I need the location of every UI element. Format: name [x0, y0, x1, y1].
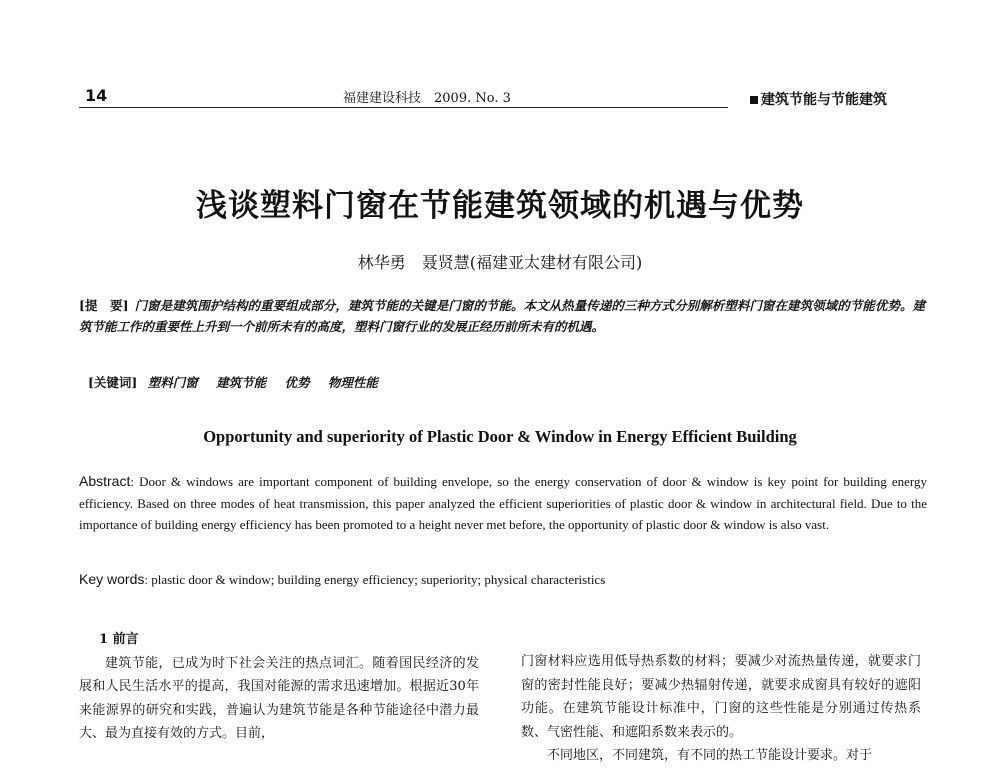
chinese-keywords-label: [关键词]	[88, 375, 138, 390]
english-keywords-text: : plastic door & window; building energy efficiency; superiority; physical characteristics	[144, 572, 606, 587]
page-number: 14	[85, 86, 108, 105]
keyword-item: 塑料门窗	[147, 375, 198, 390]
keyword-item: 物理性能	[327, 375, 378, 390]
keyword-item: 优势	[284, 375, 310, 390]
header-rule	[79, 107, 728, 108]
english-abstract	[79, 471, 927, 536]
body-column-right	[521, 650, 921, 768]
body-column-left	[79, 628, 479, 746]
keyword-item: 建筑节能	[216, 375, 267, 390]
chinese-abstract	[79, 295, 925, 337]
english-abstract-label: Abstract	[79, 473, 131, 489]
chinese-abstract-text: 门窗是建筑围护结构的重要组成部分，建筑节能的关键是门窗的节能。本文从热量传递的三种方式分别解析塑料门窗在建筑领域的节能优势。建筑节能工作的重要性上升到一个前所未有的高度，塑料门窗行业的发展正经历前所未有的机遇。	[79, 298, 925, 334]
author-line: 林华勇 聂贤慧(福建亚太建材有限公司)	[357, 253, 643, 272]
section-heading: 1 前言	[99, 632, 139, 647]
chinese-keywords	[88, 373, 918, 391]
body-paragraph: 不同地区，不同建筑，有不同的热工节能设计要求。对于	[547, 748, 873, 763]
section-tag-label: 建筑节能与节能建筑	[761, 92, 887, 108]
english-keywords	[79, 571, 927, 588]
section-tag	[750, 89, 887, 109]
square-bullet-icon	[750, 96, 758, 104]
body-paragraph: 建筑节能，已成为时下社会关注的热点词汇。随着国民经济的发展和人民生活水平的提高，我国对能源的需求迅速增加。根据近30年来能源界的研究和实践，普遍认为建筑节能是各种节能途径中潜力最大、最为直接有效的方式。目前，	[79, 655, 479, 741]
english-abstract-text: : Door & windows are important component of building envelope, so the energy conservation of door & window is key point for building energy efficiency. Based on three modes of heat transmission, this paper analyzed the efficient superiorities of plastic door & window in architectural field. Due to the importance of building energy efficiency has been promoted to a height never met before, the opportunity of plastic door & window is also vast.	[79, 474, 927, 532]
article-title: 浅谈塑料门窗在节能建筑领域的机遇与优势	[196, 188, 804, 224]
english-title: Opportunity and superiority of Plastic Door & Window in Energy Efficient Building	[203, 427, 797, 446]
english-keywords-label: Key words	[79, 571, 145, 587]
chinese-abstract-label: [提 要]	[79, 298, 129, 313]
body-paragraph: 门窗材料应选用低导热系数的材料；要减少对流热量传递，就要求门窗的密封性能良好；要减少热辐射传递，就要求成窗具有较好的遮阳功能。在建筑节能设计标准中，门窗的这些性能是分别通过传热系数、气密性能、和遮阳系数来表示的。	[521, 654, 921, 740]
journal-citation: 福建建设科技 2009. No. 3	[343, 91, 511, 106]
